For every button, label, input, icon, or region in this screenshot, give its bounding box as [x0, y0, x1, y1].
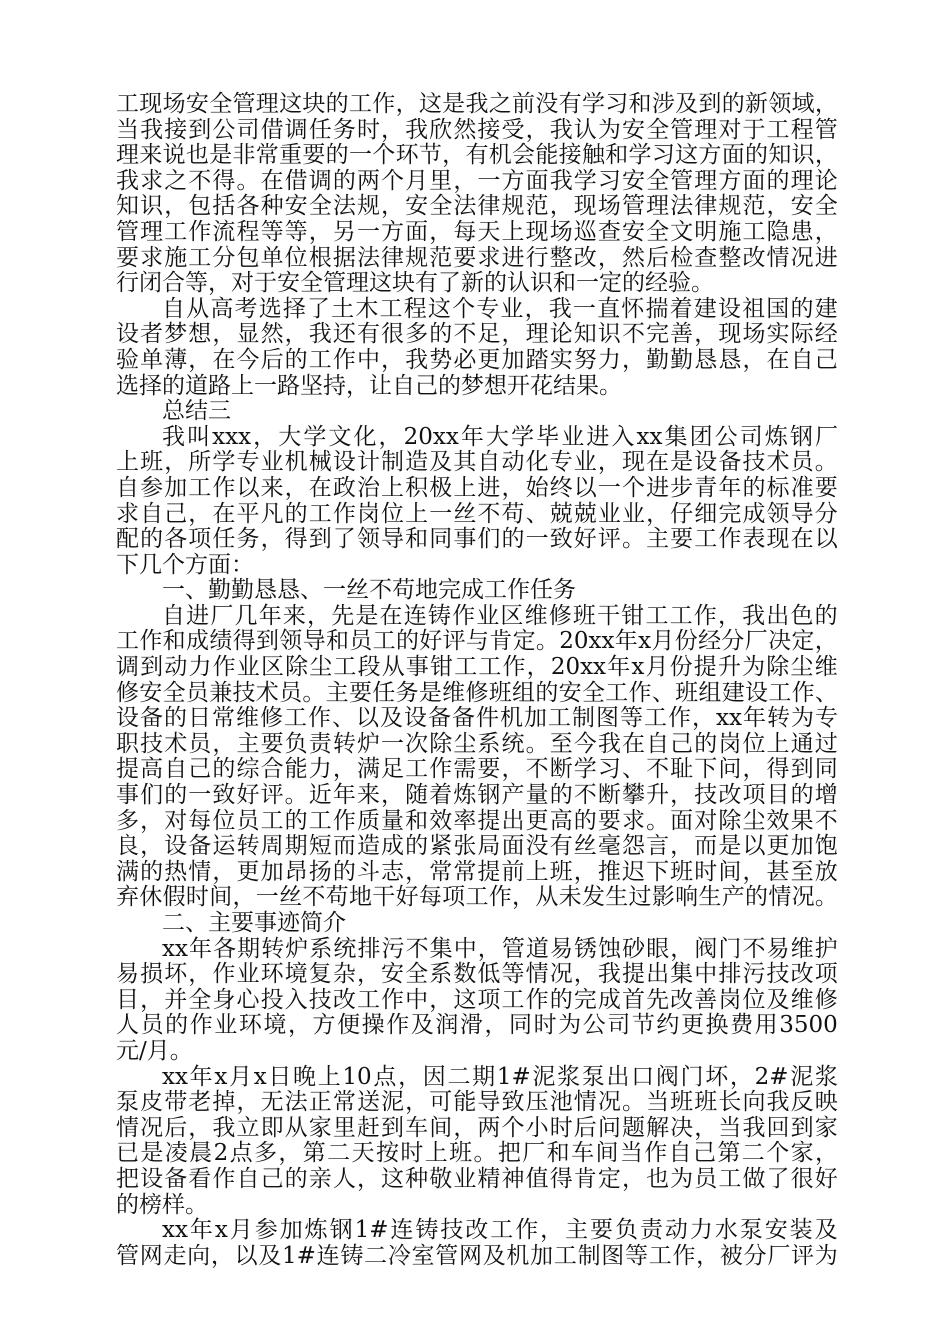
text-line: 理 来 说 也 是 非 常 重 要 的 一 个 环 节 ， 有 机 会 能 接 触 和 学 习 这 方 面 的 知 识 ， [116, 142, 838, 169]
text-line: 工 作 和 成 绩 得 到 领 导 和 员 工 的 好 评 与 肯 定 。 20xx 年 x 月 份 经 分 厂 决 定 ， [116, 628, 838, 655]
text-line: 多 ， 对 每 位 员 工 的 工 作 质 量 和 效 率 提 出 更 高 的 要 求 。 面 对 除 尘 效 果 不 [116, 807, 838, 834]
text-line: 验 单 薄 ， 在 今 后 的 工 作 中 ， 我 势 必 更 加 踏 实 努 力 ， 勤 勤 恳 恳 ， 在 自 己 [116, 346, 838, 373]
text-line: 当 我 接 到 公 司 借 调 任 务 时 ， 我 欣 然 接 受 ， 我 认 为 安 全 管 理 对 于 工 程 管 [116, 116, 838, 143]
text-line: 满 的 热 情 ， 更 加 昂 扬 的 斗 志 ， 常 常 提 前 上 班 ， 推 迟 下 班 时 间 ， 甚 至 放 [116, 858, 838, 885]
text-line: 我 叫 xxx ， 大 学 文 化 ， 20xx 年 大 学 毕 业 进 入 xx 集 团 公 司 炼 钢 厂 [162, 423, 838, 450]
text-line: 总结三 [162, 398, 231, 425]
text-line: 自 参 加 工 作 以 来 ， 在 政 治 上 积 极 上 进 ， 始 终 以 一 个 进 步 青 年 的 标 准 要 [116, 474, 838, 501]
text-line: 职 技 术 员 ， 主 要 负 责 转 炉 一 次 除 尘 系 统 。 至 今 我 在 自 己 的 岗 位 上 通 过 [116, 730, 838, 757]
text-line: 我 求 之 不 得 。 在 借 调 的 两 个 月 里 ， 一 方 面 我 学 习 安 全 管 理 方 面 的 理 论 [116, 167, 838, 194]
text-line: 情 况 后 ， 我 立 即 从 家 里 赶 到 车 间 ， 两 个 小 时 后 问 题 解 决 ， 当 我 回 到 家 [116, 1114, 838, 1141]
text-line: 事 们 的 一 致 好 评 。 近 年 来 ， 随 着 炼 钢 产 量 的 不 断 攀 升 ， 技 改 项 目 的 增 [116, 782, 838, 809]
text-line: 目 ， 并 全 身 心 投 入 技 改 工 作 中 ， 这 项 工 作 的 完 成 首 先 改 善 岗 位 及 维 修 [116, 986, 838, 1013]
text-line: 调 到 动 力 作 业 区 除 尘 工 段 从 事 钳 工 工 作 ， 20xx 年 x 月 份 提 升 为 除 尘 维 [116, 654, 838, 681]
text-line: xx 年 各 期 转 炉 系 统 排 污 不 集 中 ， 管 道 易 锈 蚀 砂 眼 ， 阀 门 不 易 维 护 [162, 935, 838, 962]
text-line: 管 理 工 作 流 程 等 等 ， 另 一 方 面 ， 每 天 上 现 场 巡 查 安 全 文 明 施 工 隐 患 ， [116, 218, 838, 245]
text-line: 自 进 厂 几 年 来 ， 先 是 在 连 铸 作 业 区 维 修 班 干 钳 工 工 作 ， 我 出 色 的 [162, 602, 838, 629]
text-line: 一、勤勤恳恳、一丝不苟地完成工作任务 [162, 577, 576, 604]
text-line: 把 设 备 看 作 自 己 的 亲 人 ， 这 种 敬 业 精 神 值 得 肯 定 ， 也 为 员 工 做 了 很 好 [116, 1165, 838, 1192]
text-line: 易 损 坏 ， 作 业 环 境 复 杂 ， 安 全 系 数 低 等 情 况 ， 我 提 出 集 中 排 污 技 改 项 [116, 961, 838, 988]
text-line: 弃 休 假 时 间 ， 一 丝 不 苟 地 干 好 每 项 工 作 ， 从 未 发 生 过 影 响 生 产 的 情 况 。 [116, 884, 838, 911]
text-line: 行闭合等，对于安全管理这块有了新的认识和一定的经验。 [116, 270, 714, 297]
text-line: xx 年 x 月 参 加 炼 钢 1# 连 铸 技 改 工 作 ， 主 要 负 责 动 力 水 泵 安 装 及 [162, 1217, 838, 1244]
text-line: 二、主要事迹简介 [162, 910, 346, 936]
text-line: 人 员 的 作 业 环 境 ， 方 便 操 作 及 润 滑 ， 同 时 为 公 司 节 约 更 换 费 用 3500 [116, 1012, 838, 1039]
text-line: 选择的道路上一路坚持，让自己的梦想开花结果。 [116, 372, 622, 399]
text-line: 提 高 自 己 的 综 合 能 力 ， 满 足 工 作 需 要 ， 不 断 学 习 、 不 耻 下 问 ， 得 到 同 [116, 756, 838, 783]
text-line: 设 者 梦 想 ， 显 然 ， 我 还 有 很 多 的 不 足 ， 理 论 知 识 不 完 善 ， 现 场 实 际 经 [116, 321, 838, 348]
document-page [116, 92, 838, 1269]
text-line: 元/月。 [116, 1037, 193, 1064]
text-line: 要 求 施 工 分 包 单 位 根 据 法 律 规 范 要 求 进 行 整 改 ， 然 后 检 查 整 改 情 况 进 [116, 244, 838, 271]
text-line: 的榜样。 [116, 1191, 208, 1218]
text-line: 配 的 各 项 任 务 ， 得 到 了 领 导 和 同 事 们 的 一 致 好 评 。 主 要 工 作 表 现 在 以 [116, 526, 838, 553]
text-line: 设 备 的 日 常 维 修 工 作 、 以 及 设 备 备 件 机 加 工 制 图 等 工 作 ， xx 年 转 为 专 [116, 705, 838, 732]
text-line: 工 现 场 安 全 管 理 这 块 的 工 作 ， 这 是 我 之 前 没 有 学 习 和 涉 及 到 的 新 领 域 ， [116, 91, 838, 117]
text-line: 已 是 凌 晨 2 点 多 ， 第 二 天 按 时 上 班 。 把 厂 和 车 间 当 作 自 己 第 二 个 家 ， [116, 1140, 838, 1167]
text-line: 自 从 高 考 选 择 了 土 木 工 程 这 个 专 业 ， 我 一 直 怀 揣 着 建 设 祖 国 的 建 [162, 295, 838, 322]
text-line: 管 网 走 向 ， 以 及 1# 连 铸 二 冷 室 管 网 及 机 加 工 制 图 等 工 作 ， 被 分 厂 评 为 [116, 1242, 838, 1269]
text-line: 上 班 ， 所 学 专 业 机 械 设 计 制 造 及 其 自 动 化 专 业 ， 现 在 是 设 备 技 术 员 。 [116, 449, 838, 476]
text-line: 泵 皮 带 老 掉 ， 无 法 正 常 送 泥 ， 可 能 导 致 压 池 情 况 。 当 班 班 长 向 我 反 映 [116, 1089, 838, 1116]
text-line: 良 ， 设 备 运 转 周 期 短 而 造 成 的 紧 张 局 面 没 有 丝 毫 怨 言 ， 而 是 以 更 加 饱 [116, 833, 838, 860]
text-line: 求 自 己 ， 在 平 凡 的 工 作 岗 位 上 一 丝 不 苟 、 兢 兢 业 业 ， 仔 细 完 成 领 导 分 [116, 500, 838, 527]
text-line: xx 年 x 月 x 日 晚 上 10 点 ， 因 二 期 1# 泥 浆 泵 出 口 阀 门 坏 ， 2# 泥 浆 [162, 1063, 838, 1090]
text-line: 知 识 ， 包 括 各 种 安 全 法 规 ， 安 全 法 律 规 范 ， 现 场 管 理 法 律 规 范 ， 安 全 [116, 193, 838, 220]
text-line: 下几个方面： [116, 551, 254, 578]
text-line: 修 安 全 员 兼 技 术 员 。 主 要 任 务 是 维 修 班 组 的 安 全 工 作 、 班 组 建 设 工 作 、 [116, 679, 838, 706]
